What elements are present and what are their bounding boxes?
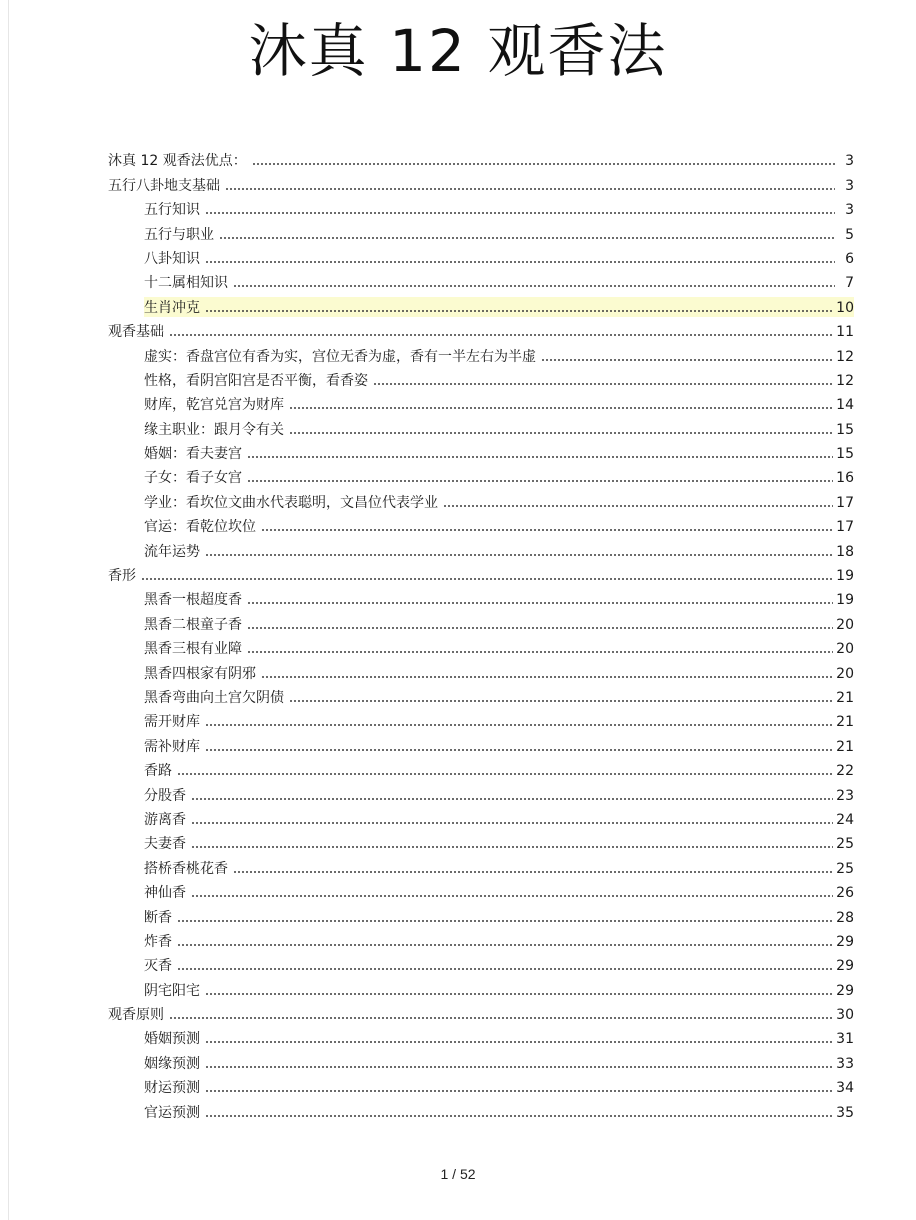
toc-dot-leader [247,650,833,654]
toc-entry-title: 黑香一根超度香 [144,592,242,609]
toc-entry-page-number: 21 [836,738,854,755]
toc-entry-line [144,736,854,756]
toc-entry-line [144,809,854,829]
toc-entry-line [144,663,854,683]
toc-entry-page-number: 7 [845,275,854,292]
toc-dot-leader [205,992,833,996]
toc-entry[interactable] [108,1097,854,1121]
toc-entry-title: 性格，看阴宫阳宫是否平衡，看香姿 [144,372,368,389]
toc-entry-page-number: 18 [836,543,854,560]
toc-entry-page-number: 20 [836,665,854,682]
toc-dot-leader [247,455,833,459]
toc-dot-leader [205,1089,833,1093]
toc-entry[interactable] [108,585,854,609]
toc-entry[interactable] [108,927,854,951]
toc-entry[interactable] [108,366,854,390]
toc-entry-title: 官运预测 [144,1104,200,1121]
toc-dot-leader [169,1016,833,1020]
toc-entry-page-number: 3 [845,153,854,170]
toc-entry-title: 流年运势 [144,543,200,560]
toc-entry-line [108,150,854,170]
toc-entry-line [144,980,854,1000]
toc-entry-title: 搭桥香桃花香 [144,860,228,877]
table-of-contents [108,146,854,1122]
toc-dot-leader [205,1065,833,1069]
toc-entry[interactable] [108,951,854,975]
toc-entry-line [144,370,854,390]
toc-entry[interactable] [108,170,854,194]
toc-entry-page-number: 22 [836,763,854,780]
toc-dot-leader [141,577,833,581]
toc-entry[interactable] [108,975,854,999]
toc-dot-leader [247,601,833,605]
toc-dot-leader [541,358,833,362]
toc-entry-title: 需开财库 [144,714,200,731]
toc-dot-leader [177,772,833,776]
toc-entry-title: 观香原则 [108,1007,164,1024]
toc-entry-line [144,907,854,927]
toc-entry-line [144,272,854,292]
toc-entry-line [144,248,854,268]
toc-entry-page-number: 30 [836,1007,854,1024]
toc-entry-page-number: 28 [836,909,854,926]
toc-entry-title: 炸香 [144,933,172,950]
toc-entry-page-number: 20 [836,616,854,633]
toc-entry-title: 香形 [108,568,136,585]
toc-entry-page-number: 21 [836,689,854,706]
toc-entry[interactable] [108,707,854,731]
toc-dot-leader [191,845,833,849]
toc-dot-leader [177,943,833,947]
toc-entry-title: 生肖冲克 [144,299,200,316]
toc-entry-line [144,467,854,487]
toc-entry-title: 需补财库 [144,738,200,755]
toc-entry-title: 黑香弯曲向土宫欠阴债 [144,689,284,706]
toc-entry-title: 官运：看乾位坎位 [144,519,256,536]
toc-entry[interactable] [108,292,854,316]
toc-entry-title: 婚姻：看夫妻宫 [144,446,242,463]
toc-entry-title: 十二属相知识 [144,275,228,292]
toc-dot-leader [373,382,833,386]
toc-dot-leader [205,723,833,727]
toc-entry-page-number: 34 [836,1080,854,1097]
toc-dot-leader [191,797,833,801]
toc-entry-line [144,346,854,366]
toc-entry-line [144,199,854,219]
toc-entry-line [144,394,854,414]
toc-dot-leader [233,870,833,874]
toc-entry-page-number: 20 [836,641,854,658]
toc-dot-leader [247,626,833,630]
toc-entry-page-number: 35 [836,1104,854,1121]
toc-entry-title: 缘主职业：跟月令有关 [144,421,284,438]
toc-entry[interactable] [108,487,854,511]
toc-entry-line [108,321,854,341]
toc-entry-page-number: 23 [836,787,854,804]
toc-dot-leader [205,1114,833,1118]
toc-entry[interactable] [108,195,854,219]
toc-entry[interactable] [108,731,854,755]
toc-entry[interactable] [108,756,854,780]
toc-entry-title: 学业：看坎位文曲水代表聪明，文昌位代表学业 [144,494,438,511]
toc-entry[interactable] [108,805,854,829]
toc-dot-leader [225,187,835,191]
toc-entry-title: 沐真 12 观香法优点： [108,153,247,170]
toc-entry-page-number: 31 [836,1031,854,1048]
toc-dot-leader [233,284,835,288]
toc-entry[interactable] [108,341,854,365]
toc-entry-page-number: 6 [845,250,854,267]
toc-entry-title: 断香 [144,909,172,926]
toc-dot-leader [205,260,835,264]
toc-entry-page-number: 29 [836,958,854,975]
toc-entry-line [144,931,854,951]
toc-dot-leader [247,479,833,483]
toc-dot-leader [205,309,833,313]
toc-entry[interactable] [108,853,854,877]
toc-entry-title: 子女：看子女宫 [144,470,242,487]
toc-entry[interactable] [108,609,854,633]
toc-entry-line [144,687,854,707]
toc-entry-line [144,1102,854,1122]
toc-entry[interactable] [108,561,854,585]
toc-entry-page-number: 25 [836,860,854,877]
toc-entry-title: 阴宅阳宅 [144,982,200,999]
toc-entry-title: 黑香二根童子香 [144,616,242,633]
toc-entry[interactable] [108,658,854,682]
toc-entry-title: 五行与职业 [144,226,214,243]
toc-entry-page-number: 10 [836,299,854,316]
toc-entry[interactable] [108,268,854,292]
toc-dot-leader [443,504,833,508]
toc-dot-leader [261,675,833,679]
toc-entry-page-number: 17 [836,519,854,536]
toc-entry-title: 分股香 [144,787,186,804]
toc-dot-leader [289,699,833,703]
page-left-edge [8,0,9,1220]
toc-entry-line [108,565,854,585]
toc-entry-line [144,638,854,658]
toc-dot-leader [289,431,833,435]
toc-entry-title: 黑香三根有业障 [144,641,242,658]
toc-entry-page-number: 33 [836,1055,854,1072]
toc-entry-page-number: 15 [836,421,854,438]
toc-entry-line [144,1077,854,1097]
toc-entry[interactable] [108,244,854,268]
toc-dot-leader [252,162,835,166]
toc-entry[interactable] [108,878,854,902]
toc-entry-page-number: 5 [845,226,854,243]
toc-dot-leader [205,553,833,557]
toc-entry[interactable] [108,1073,854,1097]
toc-entry-page-number: 21 [836,714,854,731]
toc-entry[interactable] [108,390,854,414]
toc-entry-page-number: 12 [836,348,854,365]
toc-entry-page-number: 29 [836,933,854,950]
toc-entry[interactable] [108,463,854,487]
toc-entry-line [144,1028,854,1048]
toc-entry[interactable] [108,146,854,170]
toc-entry-title: 游离香 [144,811,186,828]
toc-entry-page-number: 11 [836,324,854,341]
toc-entry-line [108,1004,854,1024]
toc-entry-title: 八卦知识 [144,250,200,267]
toc-entry-line [144,419,854,439]
page-indicator: 1 / 52 [440,1166,476,1182]
toc-entry[interactable] [108,683,854,707]
toc-entry-title: 虚实：香盘宫位有香为实，宫位无香为虚，香有一半左右为半虚 [144,348,536,365]
toc-entry[interactable] [108,829,854,853]
toc-entry[interactable] [108,219,854,243]
toc-entry-page-number: 24 [836,811,854,828]
toc-entry[interactable] [108,317,854,341]
toc-entry[interactable] [108,902,854,926]
toc-entry[interactable] [108,1024,854,1048]
toc-entry-line [108,175,854,195]
toc-dot-leader [169,333,833,337]
toc-entry-title: 香路 [144,763,172,780]
toc-entry-line [144,541,854,561]
toc-entry-line [144,224,854,244]
toc-dot-leader [205,1040,833,1044]
toc-entry-page-number: 14 [836,397,854,414]
toc-dot-leader [205,748,833,752]
toc-entry-page-number: 12 [836,372,854,389]
toc-entry-page-number: 15 [836,446,854,463]
toc-dot-leader [289,406,833,410]
toc-entry-page-number: 25 [836,836,854,853]
toc-entry-title: 夫妻香 [144,836,186,853]
toc-dot-leader [191,894,833,898]
toc-entry-page-number: 29 [836,982,854,999]
toc-entry-page-number: 26 [836,885,854,902]
toc-entry-title: 五行知识 [144,202,200,219]
toc-entry-line [144,955,854,975]
toc-entry-title: 婚姻预测 [144,1031,200,1048]
toc-dot-leader [219,236,835,240]
toc-entry-line [144,833,854,853]
toc-entry-title: 灭香 [144,958,172,975]
toc-entry-line [144,1053,854,1073]
toc-entry-page-number: 19 [836,592,854,609]
toc-entry-title: 五行八卦地支基础 [108,177,220,194]
toc-entry-page-number: 19 [836,568,854,585]
toc-entry-line [144,443,854,463]
toc-entry-page-number: 17 [836,494,854,511]
toc-entry-page-number: 16 [836,470,854,487]
toc-entry-line [144,589,854,609]
toc-dot-leader [177,967,833,971]
toc-entry[interactable] [108,1000,854,1024]
toc-entry[interactable] [108,512,854,536]
toc-entry-title: 财库，乾宫兑宫为财库 [144,397,284,414]
toc-entry-line [144,516,854,536]
toc-entry-title: 观香基础 [108,324,164,341]
toc-dot-leader [191,821,833,825]
toc-entry-line [144,711,854,731]
toc-entry-line [144,858,854,878]
toc-entry[interactable] [108,634,854,658]
toc-entry-title: 黑香四根家有阴邪 [144,665,256,682]
toc-entry-line [144,760,854,780]
toc-entry[interactable] [108,1048,854,1072]
toc-entry-page-number: 3 [845,177,854,194]
toc-entry-line [144,297,854,317]
toc-entry-line [144,785,854,805]
toc-dot-leader [261,528,833,532]
toc-entry[interactable] [108,780,854,804]
document-title: 沐真 12 观香法 [248,17,668,85]
toc-entry-line [144,614,854,634]
toc-entry[interactable] [108,439,854,463]
toc-entry-title: 姻缘预测 [144,1055,200,1072]
toc-entry-title: 神仙香 [144,885,186,902]
toc-entry-title: 财运预测 [144,1080,200,1097]
toc-entry-line [144,492,854,512]
toc-dot-leader [205,211,835,215]
toc-entry-page-number: 3 [845,202,854,219]
toc-dot-leader [177,919,833,923]
toc-entry[interactable] [108,536,854,560]
toc-entry[interactable] [108,414,854,438]
toc-entry-line [144,882,854,902]
